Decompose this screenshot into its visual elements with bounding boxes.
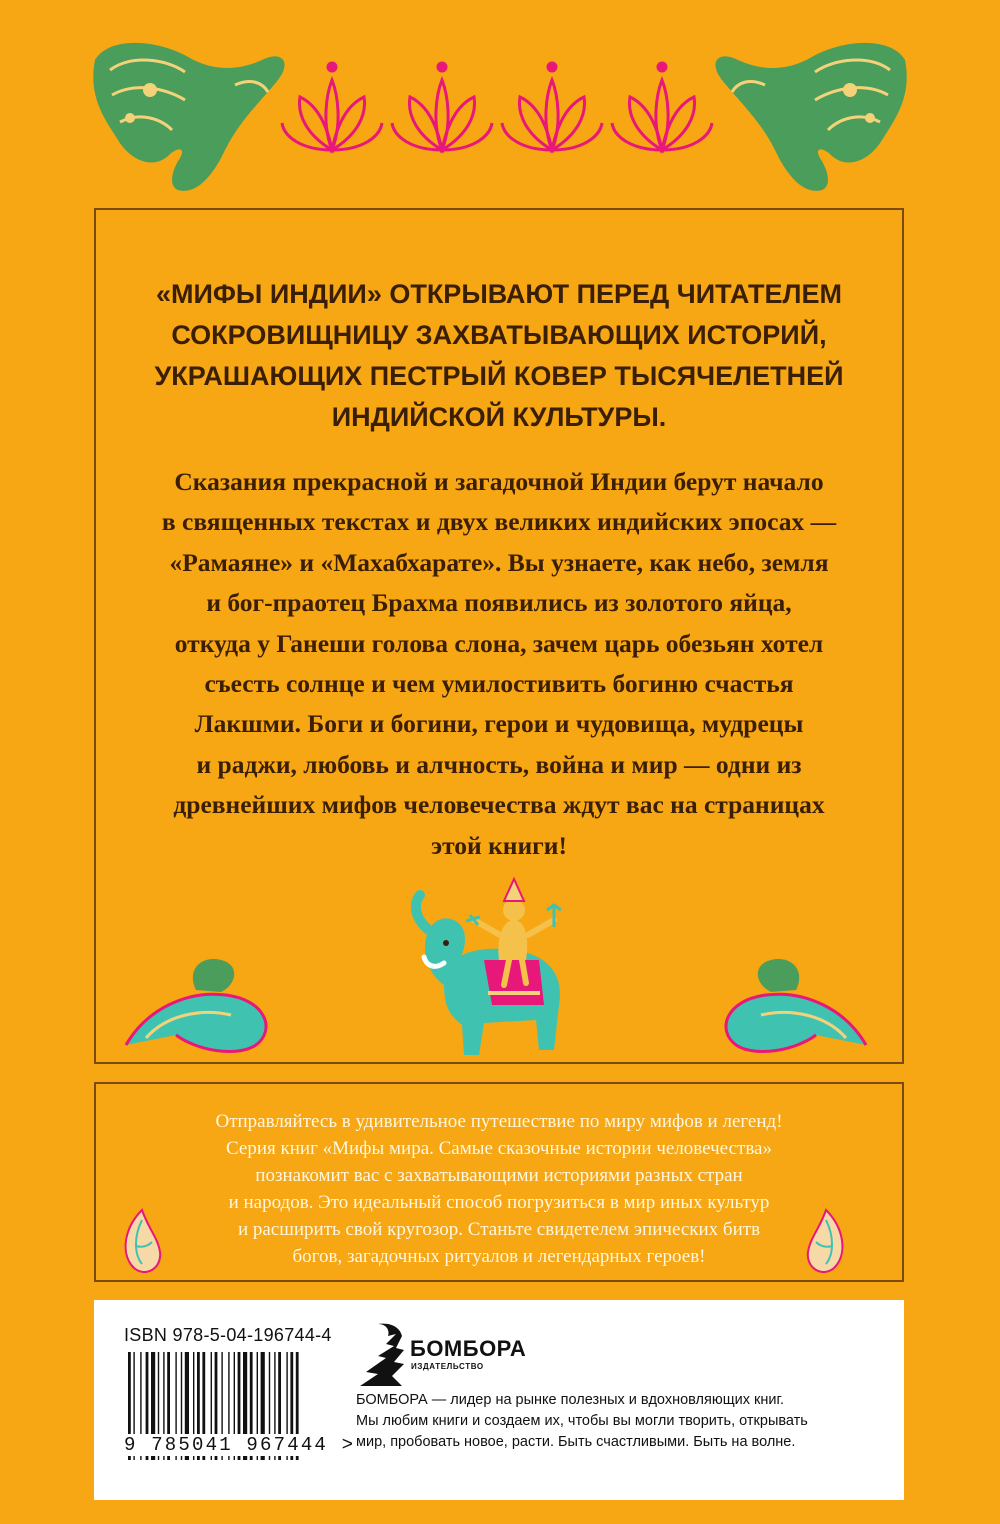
paisley-icon <box>116 950 286 1060</box>
series-frame <box>94 1082 904 1282</box>
elephant-head-icon <box>715 43 906 191</box>
indra-on-elephant-icon <box>404 865 584 1065</box>
paisley-icon <box>798 1206 854 1276</box>
lead-text: «МИФЫ ИНДИИ» ОТКРЫВАЮТ ПЕРЕД ЧИТАТЕЛЕМ СОКРОВИЩНИЦУ ЗАХВАТЫВАЮЩИХ ИСТОРИЙ, УКРАШАЮЩИХ ПЕСТРЫЙ КОВЕР ТЫСЯЧЕЛЕТНЕЙ ИНДИЙСКОЙ КУЛЬТУРЫ. <box>154 279 844 432</box>
top-ornament <box>0 0 1000 205</box>
lotus-icon <box>502 63 602 150</box>
main-frame <box>94 208 904 1064</box>
paisley-icon <box>706 950 876 1060</box>
publisher-about: БОМБОРА — лидер на рынке полезных и вдохновляющих книг. Мы любим книги и создаем их, чтобы вы могли творить, открывать мир, пробовать новое, расти. Быть счастливыми. Быть на волне. <box>356 1392 808 1450</box>
lotus-icon <box>282 63 382 150</box>
publisher-name: БОМБОРА <box>410 1336 527 1361</box>
lotus-icon <box>612 63 712 150</box>
description-text: Сказания прекрасной и загадочной Индии берут начало в священных текстах и двух великих индийских эпосах — «Рамаяне» и «Махабхарате». Вы узнаете, как небо, земля и бог-праотец Брахма появились из золотого яйца, откуда у Ганеши голова слона, зачем царь обезьян хотел съесть солнце и чем умилостивить богиню счастья Лакшми. Боги и богини, герои и чудовища, мудрецы и раджи, любовь и алчность, война и мир — одни из древнейших мифов человечества ждут вас на страницах этой книги! <box>161 467 837 860</box>
series-description: Отправляйтесь в удивительное путешествие по миру мифов и легенд! Серия книг «Мифы мира. Самые сказочные истории человечества» познакомит вас с захватывающими историями разных стран и народов. Это идеальный способ погрузиться в мир иных культур и расширить свой кругозор. Станьте свидетелем эпических битв богов, загадочных ритуалов и легендарных героев! <box>215 1111 783 1267</box>
lotus-icon <box>392 63 492 150</box>
isbn-text: ISBN 978-5-04-196744-4 <box>124 1325 332 1345</box>
lotus-row <box>282 63 712 150</box>
paisley-icon <box>114 1206 170 1276</box>
elephant-head-icon <box>93 43 284 191</box>
publisher-subtitle: ИЗДАТЕЛЬСТВО <box>411 1362 484 1371</box>
publisher-panel <box>94 1300 904 1500</box>
barcode-digits: 9 785041 967444 > <box>124 1434 356 1456</box>
